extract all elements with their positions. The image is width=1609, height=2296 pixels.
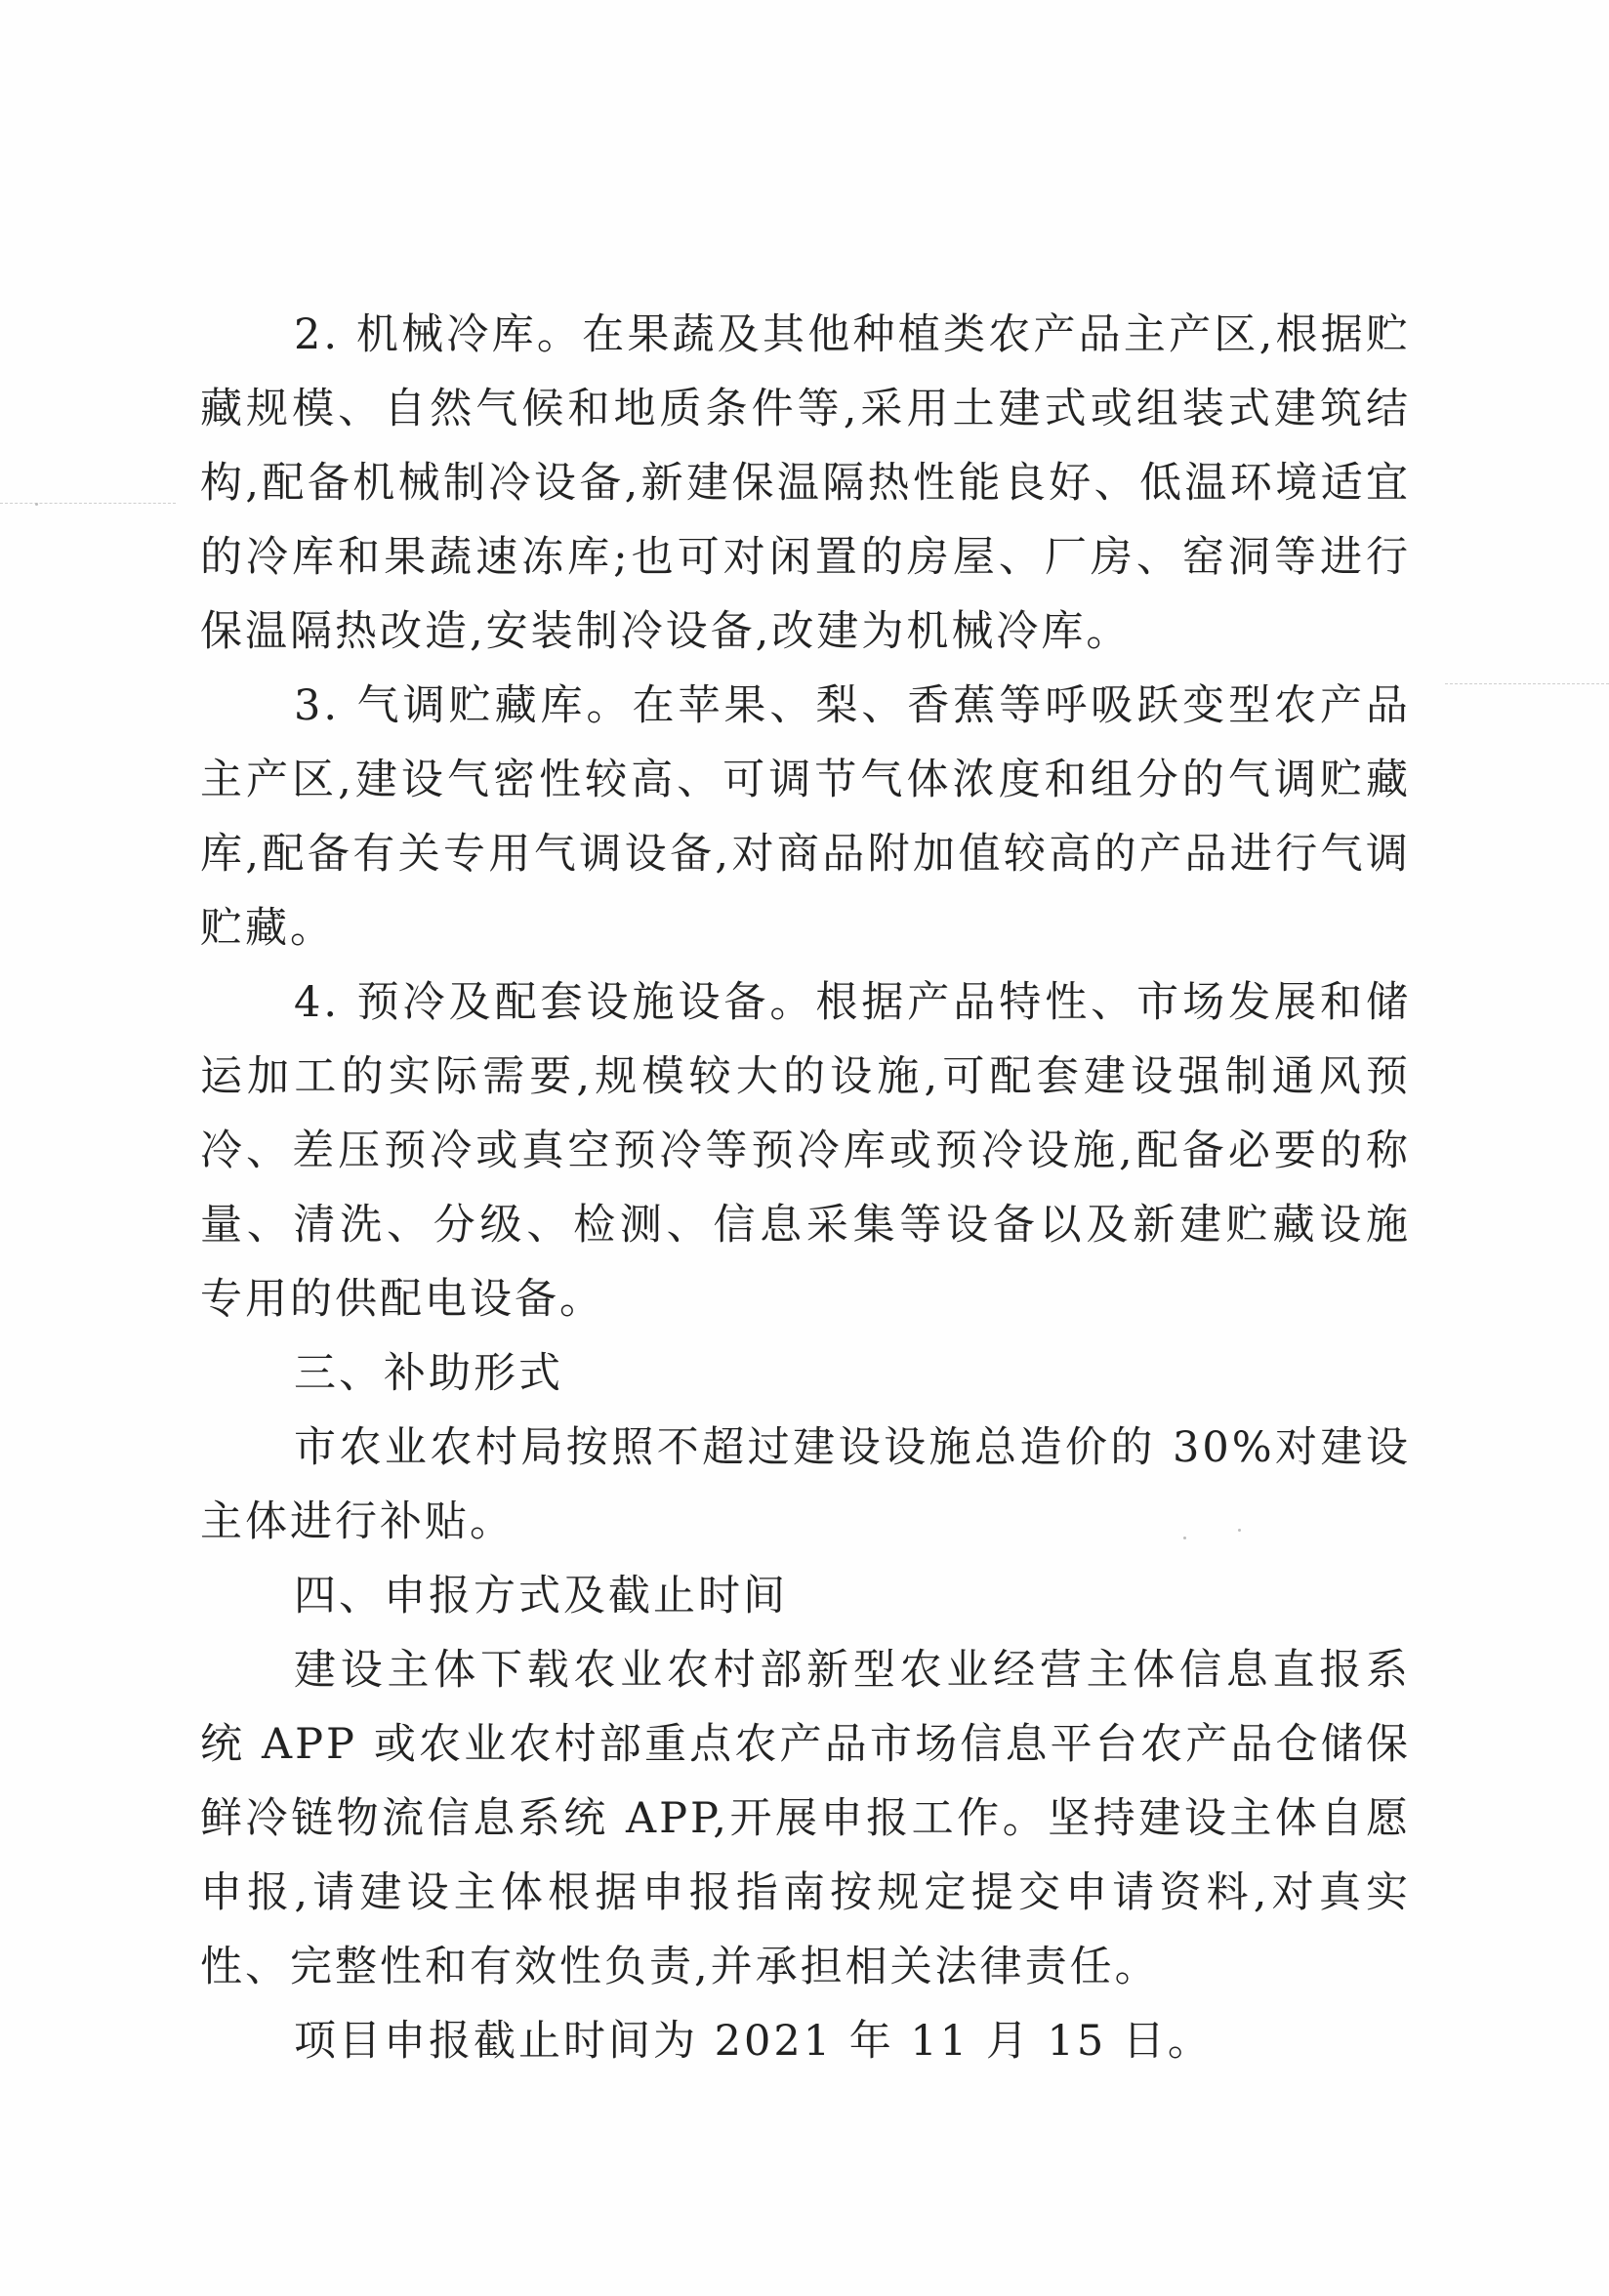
section-heading-subsidy-form: 三、补助形式 [294, 1349, 563, 1398]
section-heading-application-method: 四、申报方式及截止时间 [294, 1572, 788, 1620]
scan-artifact-line [0, 503, 176, 504]
paragraph-application-method: 建设主体下载农业农村部新型农业经营主体信息直报系统 APP 或农业农村部重点农产品市场信息平台农产品仓储保鲜冷链物流信息系统 APP,开展申报工作。坚持建设主体自愿申报,请建设主体根据申报指南按规定提交申请资料,对真实性、完整性和有效性负责,并承担相关法律责任。 [200, 1646, 1411, 1991]
scan-speck [35, 503, 38, 506]
paragraph-subsidy-form: 市农业农村局按照不超过建设设施总造价的 30%对建设主体进行补贴。 [200, 1423, 1411, 1546]
scan-artifact-line [1445, 683, 1609, 684]
document-body [200, 298, 1411, 2078]
paragraph-deadline: 项目申报截止时间为 2021 年 11 月 15 日。 [294, 2017, 1213, 2066]
paragraph-precooling-facilities: 4. 预冷及配套设施设备。根据产品特性、市场发展和储运加工的实际需要,规模较大的设施,可配套建设强制通风预冷、差压预冷或真空预冷等预冷库或预冷设施,配备必要的称量、清洗、分级、检测、信息采集等设备以及新建贮藏设施专用的供配电设备。 [200, 978, 1411, 1324]
paragraph-mechanical-cold-storage: 2. 机械冷库。在果蔬及其他种植类农产品主产区,根据贮藏规模、自然气候和地质条件等,采用土建式或组装式建筑结构,配备机械制冷设备,新建保温隔热性能良好、低温环境适宜的冷库和果蔬速冻库;也可对闲置的房屋、厂房、窑洞等进行保温隔热改造,安装制冷设备,改建为机械冷库。 [200, 310, 1411, 656]
paragraph-controlled-atmosphere-storage: 3. 气调贮藏库。在苹果、梨、香蕉等呼吸跃变型农产品主产区,建设气密性较高、可调节气体浓度和组分的气调贮藏库,配备有关专用气调设备,对商品附加值较高的产品进行气调贮藏。 [200, 681, 1411, 953]
